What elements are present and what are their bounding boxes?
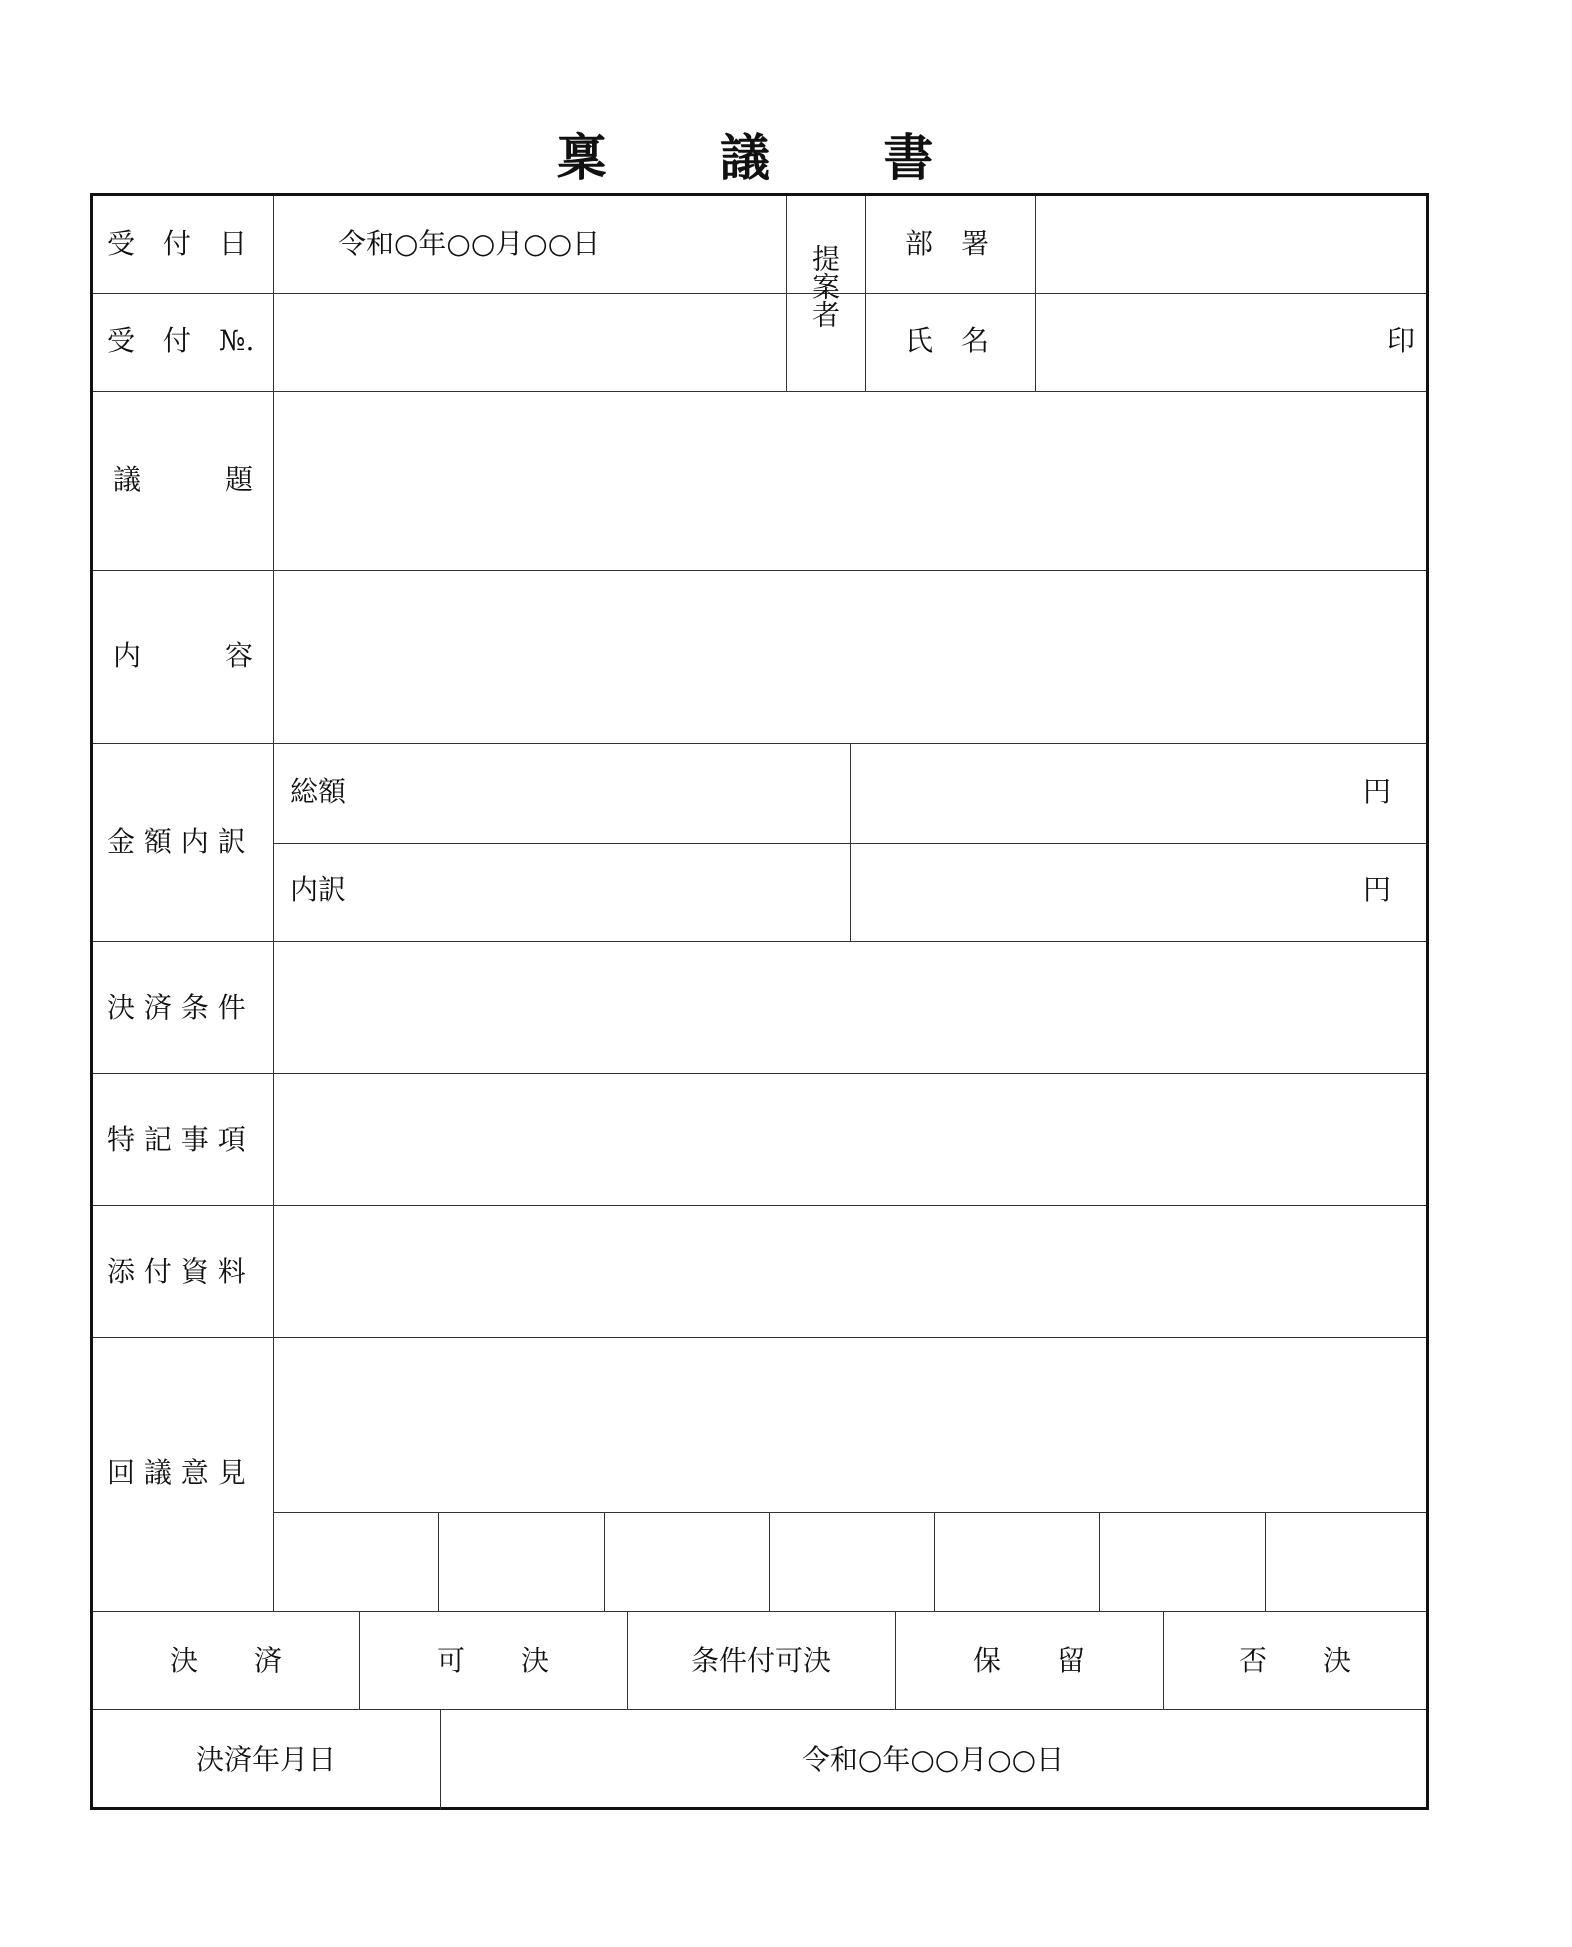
row-divider	[93, 570, 1426, 571]
column-divider	[359, 1611, 360, 1709]
special-notes-label: 特 記 事 項	[107, 1123, 246, 1156]
row-divider	[93, 1073, 1426, 1074]
receipt-date-value[interactable]: 令和○年○○月○○日	[338, 227, 601, 260]
row-divider	[93, 1337, 1426, 1338]
proposer-label: 提案者	[808, 244, 841, 328]
column-divider	[1163, 1611, 1164, 1709]
amount-breakdown-label: 金 額 内 訳	[107, 825, 246, 858]
receipt-no-label: 受 付 №.	[107, 324, 255, 357]
total-label: 総額	[290, 775, 347, 808]
document-title: 稟 議 書	[556, 128, 982, 187]
option-approved[interactable]: 可 決	[436, 1644, 550, 1677]
column-divider	[1099, 1512, 1100, 1611]
seal-mark: 印	[1386, 324, 1415, 357]
column-divider	[769, 1512, 770, 1611]
column-divider	[438, 1512, 439, 1611]
column-divider	[604, 1512, 605, 1611]
option-rejected[interactable]: 否 決	[1238, 1644, 1352, 1677]
breakdown-yen-unit: 円	[1362, 873, 1391, 906]
department-label: 部 署	[905, 227, 990, 260]
column-divider	[1265, 1512, 1266, 1611]
option-on-hold[interactable]: 保 留	[972, 1644, 1086, 1677]
column-divider	[850, 743, 851, 941]
subject-label: 議 題	[113, 463, 254, 496]
column-divider	[440, 1709, 441, 1810]
ringi-form-table	[90, 193, 1429, 1810]
row-divider	[93, 391, 1426, 392]
decision-label: 決 済	[169, 1644, 283, 1677]
receipt-date-label: 受 付 日	[107, 227, 248, 260]
settlement-conditions-label: 決 済 条 件	[107, 991, 246, 1024]
circulation-opinions-label: 回 議 意 見	[107, 1456, 246, 1489]
column-divider	[895, 1611, 896, 1709]
breakdown-label: 内訳	[290, 873, 347, 906]
column-divider	[786, 196, 787, 391]
column-divider	[627, 1611, 628, 1709]
attachments-label: 添 付 資 料	[107, 1255, 246, 1288]
column-divider	[273, 196, 274, 1611]
decision-date-value[interactable]: 令和○年○○月○○日	[801, 1743, 1065, 1776]
row-divider	[93, 1205, 1426, 1206]
row-divider	[93, 293, 1426, 294]
column-divider	[865, 196, 866, 391]
row-divider	[93, 941, 1426, 942]
column-divider	[934, 1512, 935, 1611]
option-conditional-approval[interactable]: 条件付可決	[690, 1644, 832, 1677]
row-divider	[93, 743, 1426, 744]
name-label: 氏 名	[905, 324, 990, 357]
row-divider	[93, 1709, 1426, 1710]
total-yen-unit: 円	[1362, 775, 1391, 808]
row-divider	[93, 1611, 1426, 1612]
row-divider	[273, 1512, 1426, 1513]
decision-date-label: 決済年月日	[195, 1743, 337, 1776]
content-label: 内 容	[113, 639, 254, 672]
column-divider	[1035, 196, 1036, 391]
